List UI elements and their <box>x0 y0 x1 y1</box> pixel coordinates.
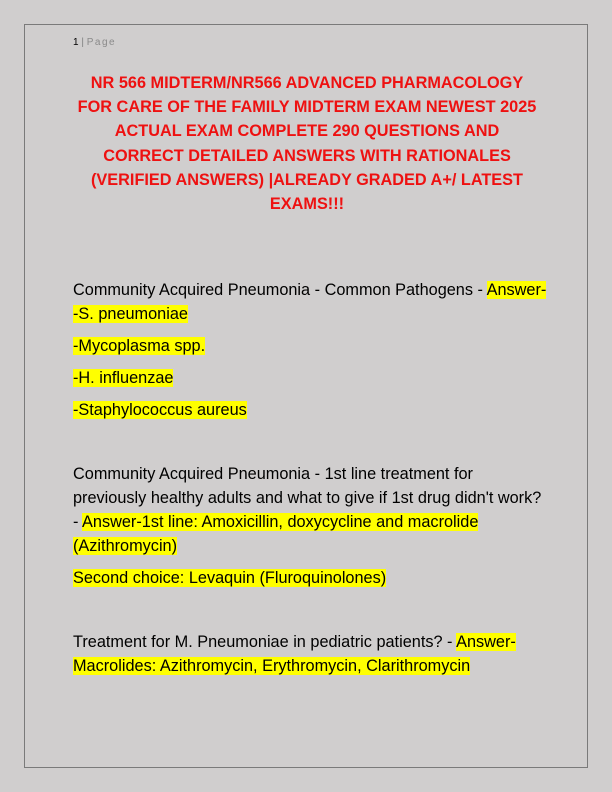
answer-line <box>73 366 548 390</box>
answer-line <box>73 398 548 422</box>
qa-item <box>73 630 548 678</box>
qa-list <box>73 278 548 718</box>
qa-question-answer <box>73 462 548 558</box>
qa-item <box>73 278 548 422</box>
qa-question-answer <box>73 630 548 678</box>
page-number-separator: | <box>81 37 84 48</box>
qa-question-answer <box>73 278 548 326</box>
question-text: Treatment for M. Pneumoniae in pediatric patients? - <box>73 633 457 651</box>
question-text: Community Acquired Pneumonia - 1st line treatment for previously healthy adults and what to give if 1st drug didn't work? - <box>73 465 542 531</box>
page-number <box>73 37 116 48</box>
document-title: NR 566 MIDTERM/NR566 ADVANCED PHARMACOLOGY FOR CARE OF THE FAMILY MIDTERM EXAM NEWEST 2025 ACTUAL EXAM COMPLETE 290 QUESTIONS AND CORRECT DETAILED ANSWERS WITH RATIONALES (VERIFIED ANSWERS) |ALREADY GRADED A+/ LATEST EXAMS!!! <box>77 74 537 214</box>
page-number-label: Page <box>86 37 117 48</box>
question-text: Community Acquired Pneumonia - Common Pathogens - <box>73 281 487 299</box>
answer-extra: -H. influenzae <box>73 369 174 387</box>
document-page <box>24 24 588 768</box>
answer-text: Answer--S. pneumoniae <box>73 281 547 323</box>
answer-extra: Second choice: Levaquin (Fluroquinolones) <box>73 569 387 587</box>
answer-text: Answer-1st line: Amoxicillin, doxycycline and macrolide (Azithromycin) <box>73 513 479 555</box>
answer-extra: -Staphylococcus aureus <box>73 401 247 419</box>
qa-item <box>73 462 548 590</box>
answer-line <box>73 566 548 590</box>
answer-text: Answer-Macrolides: Azithromycin, Erythromycin, Clarithromycin <box>73 633 516 675</box>
page-number-value: 1 <box>73 37 79 48</box>
answer-extra: -Mycoplasma spp. <box>73 337 206 355</box>
answer-line <box>73 334 548 358</box>
